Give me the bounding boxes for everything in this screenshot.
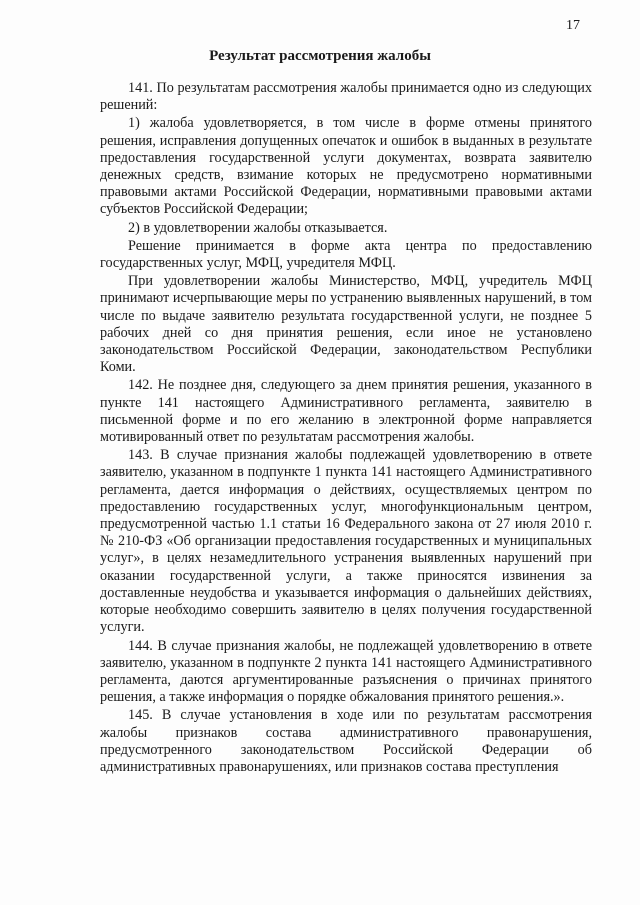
document-body (100, 80, 592, 777)
paragraph-144: 144. В случае признания жалобы, не подлежащей удовлетворению в ответе заявителю, указанном в подпункте 2 пункта 141 настоящего Административного регламента, даются аргументированные разъяснения о причинах принятого решения, а также информация о порядке обжалования принятого решения.». (100, 637, 592, 706)
paragraph-141-item-2: 2) в удовлетворении жалобы отказывается. (128, 219, 388, 236)
paragraph-141-item-1: 1) жалоба удовлетворяется, в том числе в форме отмены принятого решения, исправления допущенных опечаток и ошибок в выданных в результате предоставления государственной услуги документах, возврата заявителю денежных средств, взимание которых не предусмотрено нормативными правовыми актами Российской Федерации, нормативными правовыми актами субъектов Российской Федерации; (100, 115, 592, 218)
paragraph-decision-form: Решение принимается в форме акта центра по предоставлению государственных услуг, МФЦ, учредителя МФЦ. (100, 237, 592, 272)
paragraph-141: 141. По результатам рассмотрения жалобы принимается одно из следующих решений: (100, 80, 592, 114)
paragraph-142: 142. Не позднее дня, следующего за днем принятия решения, указанного в пункте 141 настоящего Административного регламента, заявителю в письменной форме и по его желанию в электронной форме направляется мотивированный ответ по результатам рассмотрения жалобы. (100, 377, 592, 446)
paragraph-remedy-measures: При удовлетворении жалобы Министерство, МФЦ, учредитель МФЦ принимают исчерпывающие меры по устранению выявленных нарушений, в том числе по выдаче заявителю результата государственной услуги, не позднее 5 рабочих дней со дня принятия решения, если иное не установлено законодательством Российской Федерации, законодательством Республики Коми. (100, 273, 592, 376)
paragraph-145: 145. В случае установления в ходе или по результатам рассмотрения жалобы признаков состава административного правонарушения, предусмотренного законодательством Российской Федерации об административных правонарушениях, или признаков состава преступления (100, 707, 592, 775)
paragraph-143: 143. В случае признания жалобы подлежащей удовлетворению в ответе заявителю, указанном в подпункте 1 пункта 141 настоящего Административного регламента, дается информация о действиях, осуществляемых центром по предоставлению государственных услуг, многофункциональным центром, предусмотренной частью 1.1 статьи 16 Федерального закона от 27 июля 2010 г. № 210-ФЗ «Об организации предоставления государственных и муниципальных услуг», в целях незамедлительного устранения выявленных нарушений при оказании государственной услуги, а также приносятся извинения за доставленные неудобства и указывается информация о дальнейших действиях, которые необходимо совершить заявителю в целях получения государственной услуги. (100, 447, 592, 636)
page-number: 17 (566, 18, 580, 33)
section-heading: Результат рассмотрения жалобы (209, 48, 431, 64)
